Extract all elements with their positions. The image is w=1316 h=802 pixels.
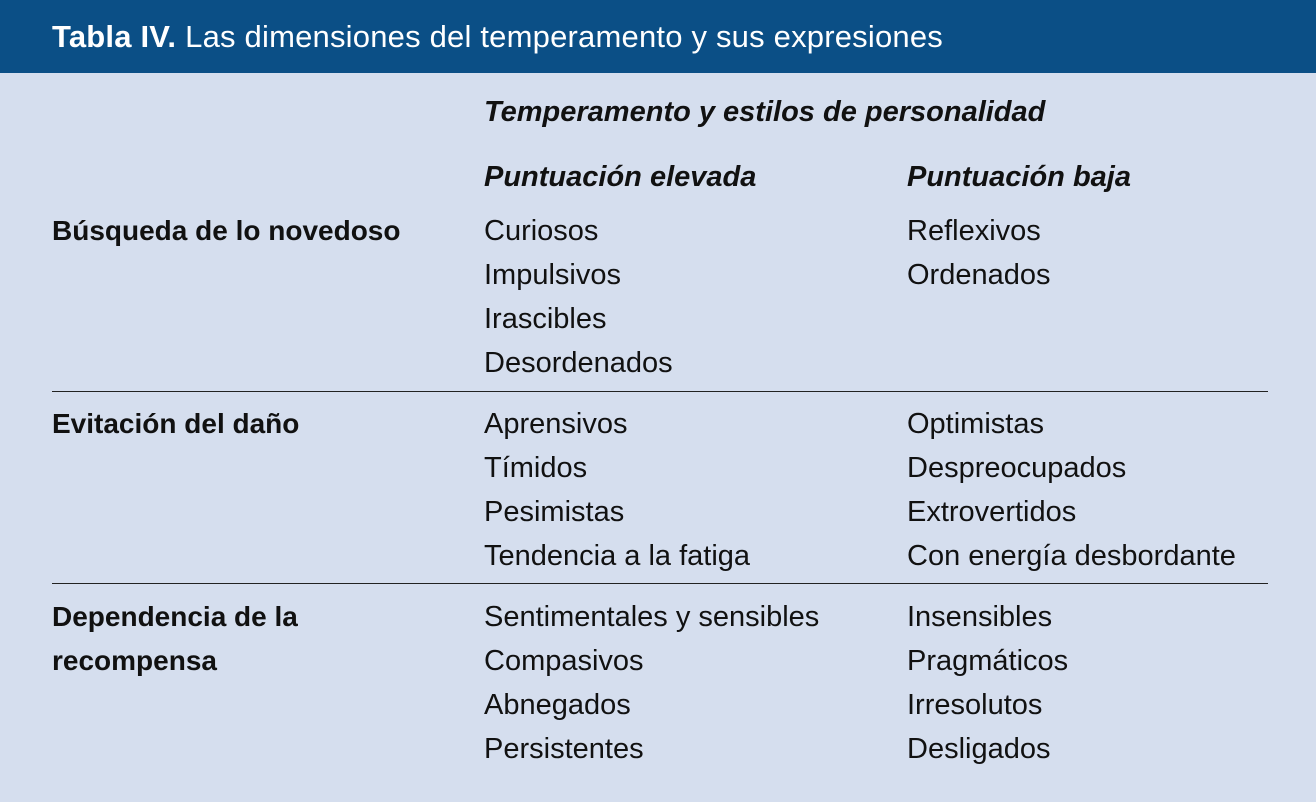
list-item: Desordenados — [484, 347, 673, 379]
list-item: Pesimistas — [484, 496, 625, 528]
list-item: Abnegados — [484, 689, 631, 721]
list-item: Ordenados — [907, 259, 1051, 291]
column-header-low: Puntuación baja — [907, 161, 1131, 193]
list-item: Aprensivos — [484, 408, 628, 440]
high-score-list — [484, 402, 750, 578]
list-item: Curiosos — [484, 215, 599, 247]
table-caption: Las dimensiones del temperamento y sus expresiones — [185, 18, 943, 54]
list-item: Impulsivos — [484, 259, 621, 291]
table-label: Tabla IV. — [52, 18, 177, 54]
row-divider — [52, 583, 1268, 584]
list-item: Reflexivos — [907, 215, 1041, 247]
list-item: Insensibles — [907, 601, 1053, 633]
table-header — [0, 0, 1316, 73]
high-score-list — [484, 209, 673, 385]
list-item: Compasivos — [484, 645, 644, 677]
list-item: Optimistas — [907, 408, 1044, 440]
list-item: Irascibles — [484, 303, 607, 335]
list-item: Con energía desbordante — [907, 540, 1236, 572]
list-item: Despreocupados — [907, 452, 1127, 484]
dimension-label: Evitación del daño — [52, 408, 300, 439]
list-item: Persistentes — [484, 733, 644, 765]
dimension-label: Búsqueda de lo novedoso — [52, 215, 401, 246]
list-item: Sentimentales y sensibles — [484, 601, 820, 633]
column-header-high: Puntuación elevada — [484, 161, 757, 193]
list-item: Desligados — [907, 733, 1051, 765]
dimension-label: Dependencia de la recompensa — [52, 601, 298, 676]
list-item: Tendencia a la fatiga — [484, 540, 751, 572]
row-divider — [52, 391, 1268, 392]
list-item: Irresolutos — [907, 689, 1043, 721]
list-item: Tímidos — [484, 452, 588, 484]
list-item: Extrovertidos — [907, 496, 1077, 528]
table-supertitle: Temperamento y estilos de personalidad — [484, 96, 1046, 128]
low-score-list — [907, 402, 1236, 578]
list-item: Pragmáticos — [907, 645, 1069, 677]
low-score-list — [907, 595, 1068, 771]
low-score-list — [907, 209, 1051, 297]
high-score-list — [484, 595, 819, 771]
